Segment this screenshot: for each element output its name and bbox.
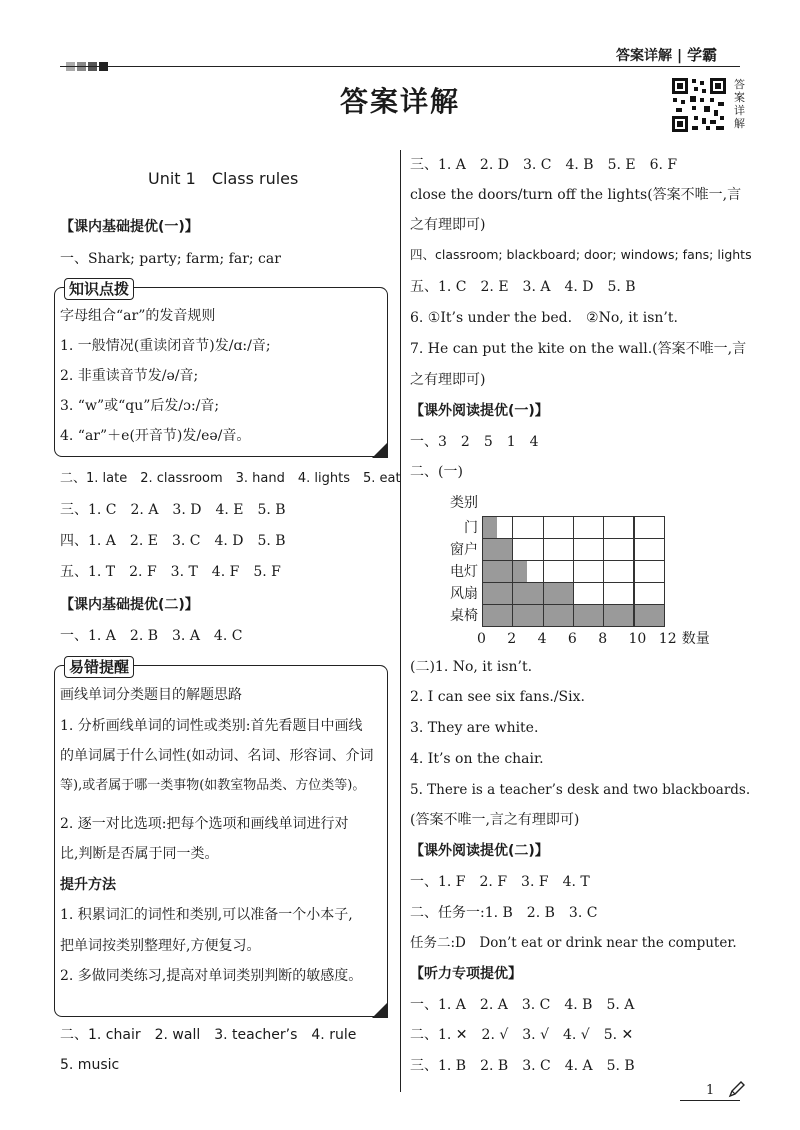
section-heading-listening: 【听力专项提优】	[410, 966, 522, 982]
chart-grid-cell	[482, 538, 513, 561]
chart-grid-cell	[603, 560, 634, 583]
chart-grid-cell	[543, 560, 574, 583]
chart-grid-cell	[482, 582, 513, 605]
chart-grid-cell	[603, 604, 634, 627]
chart-category-label: 风扇	[450, 586, 478, 602]
box-line: 1. 一般情况(重读闭音节)发/ɑ:/音;	[60, 338, 271, 354]
answer-line: 一、Shark; party; farm; far; car	[60, 251, 281, 267]
chart-grid-cell	[512, 582, 543, 605]
chart-grid-cell	[512, 604, 543, 627]
chart-tick-label: 10	[628, 631, 647, 647]
answer-line: 二、1. late 2. classroom 3. hand 4. lights 5. eat	[60, 471, 401, 486]
section-heading-basic-2: 【课内基础提优(二)】	[60, 597, 199, 613]
box-line: 的单词属于什么词性(如动词、名词、形容词、介词	[60, 748, 374, 764]
answer-line: 二、(一)	[410, 464, 463, 480]
answer-line: 四、classroom; blackboard; door; windows; fans; lights	[410, 247, 752, 262]
chart-grid-cell	[573, 516, 604, 539]
unit-title: Unit 1 Class rules	[148, 169, 299, 188]
answer-line: 一、3 2 5 1 4	[410, 434, 539, 450]
box-line: 2. 非重读音节发/ə/音;	[60, 368, 199, 384]
chart-grid-cell	[573, 538, 604, 561]
answer-line: 三、1. C 2. A 3. D 4. E 5. B	[60, 502, 286, 518]
chart-bar	[482, 560, 527, 582]
answer-line: (答案不唯一,言之有理即可)	[410, 812, 580, 828]
answer-line: 二、1. chair 2. wall 3. teacher’s 4. rule	[60, 1027, 357, 1043]
chart-grid-cell	[603, 538, 634, 561]
box-line: 4. “ar”＋e(开音节)发/eə/音。	[60, 428, 251, 444]
chart-grid-cell	[543, 582, 574, 605]
answer-line: 任务二:D Don’t eat or drink near the computer.	[410, 935, 737, 951]
pencil-icon	[728, 1080, 746, 1102]
answer-line: 五、1. T 2. F 3. T 4. F 5. F	[60, 564, 281, 580]
chart-grid-cell	[573, 604, 604, 627]
chart-grid-cell	[634, 560, 665, 583]
box-corner-fold	[372, 1002, 388, 1018]
chart-grid-cell	[482, 516, 513, 539]
answer-line: close the doors/turn off the lights(答案不唯一,言	[410, 187, 742, 203]
answer-line: (二)1. No, it isn’t.	[410, 659, 533, 675]
box-line: 2. 逐一对比选项:把每个选项和画线单词进行对	[60, 816, 349, 832]
chart-category-label: 电灯	[450, 564, 478, 580]
page-title: 答案详解	[339, 85, 460, 118]
chart-tick-label: 8	[598, 631, 608, 647]
chart-bar	[482, 538, 512, 560]
chart-grid-cell	[482, 604, 513, 627]
qr-code[interactable]	[670, 76, 728, 134]
page-number: 1	[706, 1083, 715, 1098]
answer-line: 一、1. F 2. F 3. F 4. T	[410, 874, 590, 890]
answer-line: 6. ①It’s under the bed. ②No, it isn’t.	[410, 310, 678, 326]
box-subheading: 提升方法	[60, 877, 116, 893]
qr-caption: 答案详解	[734, 78, 745, 130]
answer-line: 三、1. B 2. B 3. C 4. A 5. B	[410, 1058, 635, 1074]
box-line: 1. 分析画线单词的词性或类别:首先看题目中画线	[60, 718, 363, 734]
header-right-label: 答案详解 | 学霸	[616, 46, 718, 64]
chart-grid-cell	[543, 604, 574, 627]
section-heading-reading-2: 【课外阅读提优(二)】	[410, 843, 549, 859]
section-heading-basic-1: 【课内基础提优(一)】	[60, 219, 199, 235]
answer-line: 一、1. A 2. B 3. A 4. C	[60, 628, 243, 644]
answer-line: 二、1. ✕ 2. √ 3. √ 4. √ 5. ✕	[410, 1027, 634, 1043]
chart-grid-cell	[482, 560, 513, 583]
chart-grid-cell	[543, 538, 574, 561]
chart-grid-cell	[512, 560, 543, 583]
answer-line: 三、1. A 2. D 3. C 4. B 5. E 6. F	[410, 157, 678, 173]
chart-ylabel: 类别	[450, 495, 478, 511]
answer-line: 之有理即可)	[410, 217, 486, 233]
chart-bar	[482, 604, 664, 626]
chart-tick-label: 2	[507, 631, 517, 647]
answer-line: 5. There is a teacher’s desk and two blackboards.	[410, 782, 751, 798]
chart-grid-cell	[512, 538, 543, 561]
box-line: 等),或者属于哪一类事物(如教室物品类、方位类等)。	[60, 778, 366, 793]
chart-grid-cell	[634, 538, 665, 561]
answer-line: 4. It’s on the chair.	[410, 751, 544, 767]
chart-tick-label: 4	[537, 631, 547, 647]
chart-grid-cell	[543, 516, 574, 539]
chart-grid-cell	[573, 560, 604, 583]
chart-grid-cell	[634, 582, 665, 605]
brand-logo: 学霸	[687, 46, 718, 64]
chart-grid-cell	[603, 516, 634, 539]
chart-grid-cell	[512, 516, 543, 539]
box-line: 1. 积累词汇的词性和类别,可以准备一个小本子,	[60, 907, 353, 923]
answer-line: 3. They are white.	[410, 720, 539, 736]
chart-grid-cell	[603, 582, 634, 605]
answer-line: 一、1. A 2. A 3. C 4. B 5. A	[410, 997, 635, 1013]
box-line: 3. “w”或“qu”后发/ɔ:/音;	[60, 398, 220, 414]
chart-xlabel: 数量	[681, 631, 710, 647]
chart-bar	[482, 582, 573, 604]
tips-box-tag: 易错提醒	[64, 656, 134, 678]
answer-line: 7. He can put the kite on the wall.(答案不唯一,言	[410, 341, 747, 357]
column-divider	[400, 150, 401, 1092]
header-rule	[60, 66, 740, 67]
answer-line: 2. I can see six fans./Six.	[410, 689, 585, 705]
chart-category-label: 桌椅	[450, 608, 478, 624]
chart-tick-label: 0	[477, 631, 486, 647]
section-heading-reading-1: 【课外阅读提优(一)】	[410, 403, 549, 419]
box-line: 比,判断是否属于同一类。	[60, 846, 219, 862]
chart-grid-cell	[634, 604, 665, 627]
box-line: 2. 多做同类练习,提高对单词类别判断的敏感度。	[60, 968, 363, 984]
answer-line: 之有理即可)	[410, 372, 486, 388]
chart-tick-label: 6	[567, 631, 577, 647]
chart-category-label: 窗户	[450, 542, 478, 558]
chart-category-label: 门	[464, 520, 478, 536]
box-line: 画线单词分类题目的解题思路	[60, 687, 242, 703]
chart-grid-cell	[634, 516, 665, 539]
answer-line: 四、1. A 2. E 3. C 4. D 5. B	[60, 533, 286, 549]
box-line: 把单词按类别整理好,方便复习。	[60, 938, 261, 954]
answer-line: 二、任务一:1. B 2. B 3. C	[410, 905, 598, 921]
chart-tick-label: 12	[658, 631, 677, 647]
answer-line: 5. music	[60, 1057, 120, 1073]
chart-grid-cell	[573, 582, 604, 605]
answer-line: 五、1. C 2. E 3. A 4. D 5. B	[410, 279, 636, 295]
box-corner-fold	[372, 442, 388, 458]
tips-box-tag: 知识点拨	[64, 278, 134, 300]
chart-bar	[482, 516, 497, 538]
box-line: 字母组合“ar”的发音规则	[60, 308, 216, 324]
